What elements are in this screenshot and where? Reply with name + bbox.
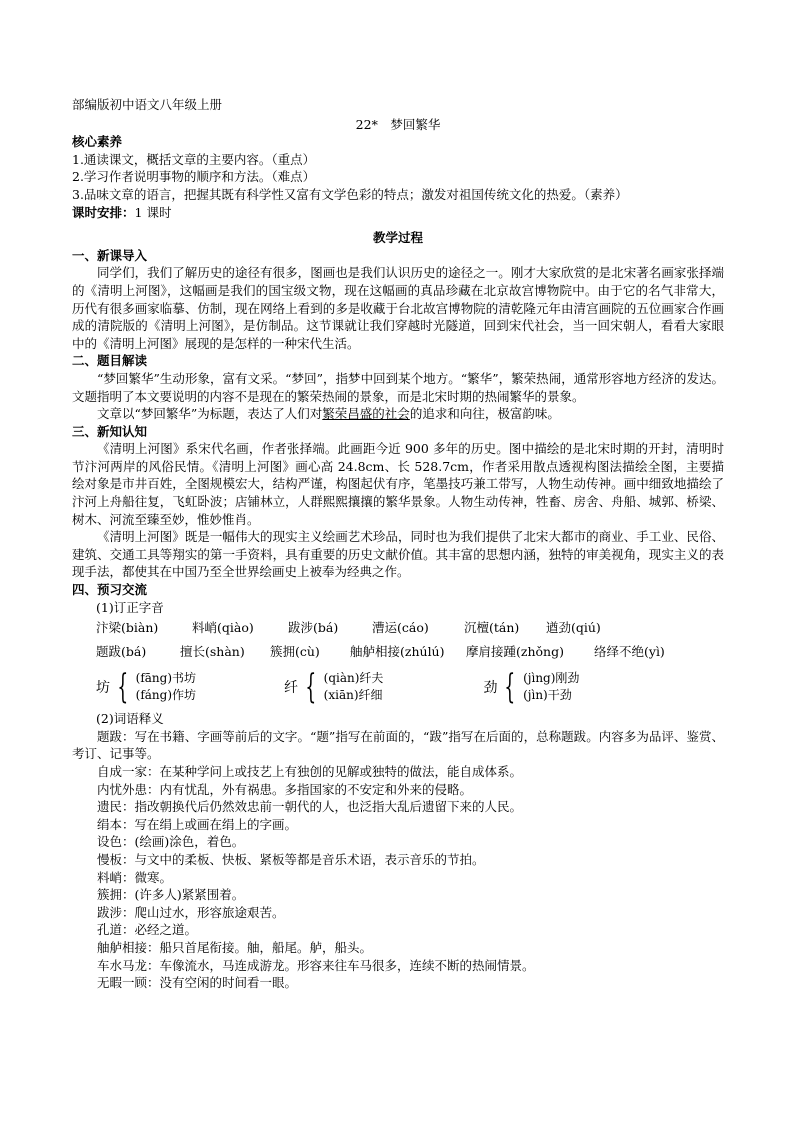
term-definition: 料峭：微寒。 <box>97 869 173 885</box>
polyphone-char: 纤 <box>284 680 299 697</box>
pinyin-item: 摩肩接踵(zhǒng) <box>466 644 564 660</box>
pinyin-item: 题跋(bá) <box>96 644 147 660</box>
doc-header: 部编版初中语文八年级上册 <box>72 97 223 112</box>
process-title: 教学过程 <box>372 230 423 246</box>
sub-heading-pronunciation: (1)订正字音 <box>96 599 164 615</box>
pinyin-item: 料峭(qiào) <box>192 620 254 636</box>
p2-after: 的追求和向往，极富韵味。 <box>409 406 560 422</box>
term-definition: 无暇一顾：没有空闲的时间看一眼。 <box>97 975 298 991</box>
schedule <box>72 204 724 222</box>
polyphone-row <box>72 666 724 708</box>
document-page <box>72 96 724 992</box>
term-definition: 慢板：与文中的柔板、快板、紧板等都是音乐术语，表示音乐的节拍。 <box>97 851 485 867</box>
pinyin-item: 汴梁(biàn) <box>96 620 159 636</box>
pinyin-item: 舳舻相接(zhúlú) <box>350 644 445 660</box>
core-item-3: 3.品味文章的语言，把握其既有科学性又富有文学色彩的特点；激发对祖国传统文化的热爱。（素养） <box>72 186 628 202</box>
section-3-paragraph-1: 《清明上河图》系宋代名画，作者张择端。此画距今近 900 多年的历史。图中描绘的是北宋时期的开封，清明时节汴河两岸的风俗民情。《清明上河图》画心高 24.8cm、长 528.7cm，作者采用散点透视构图法描绘全图，主要描绘对象是市井百姓，全图规模宏大，结构严谨，构图起伏有序，笔墨技巧兼工带写，人物生动传神。画中细致地描绘了汴河上舟船往复，飞虹卧波；店铺林立，人群熙熙攘攘的繁华景象。人物生动传神，牲畜、房舍、舟船、城郭、桥梁、树木、河流至臻至妙，惟妙惟肖。 <box>72 441 724 527</box>
polyphone-reading: (jìng)刚劲 <box>523 671 580 686</box>
section-1-heading: 一、新课导入 <box>72 247 148 263</box>
p2-before: 文章以“梦回繁华”为标题，表达了人们对 <box>97 406 323 422</box>
polyphone-reading: (jìn)干劲 <box>523 688 572 703</box>
core-item-1: 1.通读课文，概括文章的主要内容。（重点） <box>72 151 316 167</box>
pinyin-row-2 <box>72 640 724 664</box>
polyphone-reading: (qiàn)纤夫 <box>323 671 384 686</box>
schedule-value: 1 课时 <box>134 204 172 220</box>
polyphone-group <box>284 667 384 708</box>
p2-underlined: 繁荣昌盛的社会 <box>322 406 410 422</box>
pinyin-item: 遒劲(qiú) <box>546 620 601 636</box>
polyphone-group <box>483 667 580 708</box>
polyphone-char: 坊 <box>96 680 110 697</box>
sub-heading-terms: (2)词语释义 <box>96 711 164 727</box>
schedule-label: 课时安排： <box>72 204 135 220</box>
polyphone-group <box>96 667 197 708</box>
lesson-title: 22* 梦回繁华 <box>355 116 441 132</box>
term-definition: 内忧外患：内有忧乱，外有祸患。多指国家的不安定和外来的侵略。 <box>97 781 473 797</box>
term-definition: 舳舻相接：船只首尾衔接。舳，船尾。舻，船头。 <box>97 939 373 955</box>
term-definition: 孔道：必经之道。 <box>97 922 198 938</box>
section-2-heading: 二、题目解读 <box>72 353 148 369</box>
brace-icon: { <box>117 667 129 708</box>
core-item-2: 2.学习作者说明事物的顺序和方法。（难点） <box>72 169 316 185</box>
section-1-paragraph: 同学们，我们了解历史的途径有很多，图画也是我们认识历史的途径之一。刚才大家欣赏的是北宋著名画家张择端的《清明上河图》，这幅画是我们的国宝级文物，现在这幅画的真品珍藏在北京故宫博物院中。由于它的名气非常大，历代有很多画家临摹、仿制，现在网络上看到的多是收藏于台北故宫博物院的清乾隆元年由清宫画院的五位画家合作画成的清院版的《清明上河图》，是仿制品。这节课就让我们穿越时光隧道，回到宋代社会，当一回宋朝人，看看大家眼中的《清明上河图》展现的是怎样的一种宋代生活。 <box>72 265 724 351</box>
pinyin-row-1 <box>72 616 724 640</box>
polyphone-reading: (fāng)书坊 <box>135 671 197 686</box>
polyphone-reading: (fáng)作坊 <box>135 688 197 703</box>
section-4-heading: 四、预习交流 <box>72 582 148 598</box>
term-definition: 绢本：写在绢上或画在绢上的字画。 <box>97 816 298 832</box>
section-3-paragraph-2: 《清明上河图》既是一幅伟大的现实主义绘画艺术珍品，同时也为我们提供了北宋大都市的商业、手工业、民俗、建筑、交通工具等翔实的第一手资料，具有重要的历史文献价值。其丰富的思想内涵，独特的审美视角，现实主义的表现手法，都使其在中国乃至全世界绘画史上被奉为经典之作。 <box>72 529 724 580</box>
pinyin-item: 跋涉(bá) <box>288 620 339 636</box>
pinyin-item: 络绎不绝(yì) <box>594 644 665 660</box>
term-definition: 簇拥：(许多人)紧紧围着。 <box>97 887 245 903</box>
term-definition: 遗民：指改朝换代后仍然效忠前一朝代的人，也泛指大乱后遗留下来的人民。 <box>97 799 523 815</box>
polyphone-char: 劲 <box>483 680 498 697</box>
term-definition: 车水马龙：车像流水，马连成游龙。形容来往车马很多，连续不断的热闹情景。 <box>97 957 535 973</box>
section-2-paragraph-1: “梦回繁华”生动形象，富有文采。“梦回”，指梦中回到某个地方。“繁华”，繁荣热闹，通常形容地方经济的发达。文题指明了本文要说明的内容不是现在的繁荣热闹的景象，而是北宋时期的热闹繁华的景象。 <box>72 370 724 404</box>
term-definition: 自成一家：在某种学问上或技艺上有独创的见解或独特的做法，能自成体系。 <box>97 764 523 779</box>
term-definition: 设色：(绘画)涂色，着色。 <box>97 834 245 850</box>
brace-icon: { <box>305 667 317 708</box>
core-heading: 核心素养 <box>72 134 123 150</box>
brace-icon: { <box>504 667 516 708</box>
pinyin-item: 擅长(shàn) <box>180 644 245 660</box>
section-3-heading: 三、新知认知 <box>72 423 148 439</box>
pinyin-item: 簇拥(cù) <box>270 644 320 660</box>
section-2-paragraph-2 <box>72 405 724 423</box>
pinyin-item: 漕运(cáo) <box>372 620 429 636</box>
polyphone-reading: (xiān)纤细 <box>323 688 383 703</box>
term-definition: 题跋：写在书籍、字画等前后的文字。“题”指写在前面的，“跋”指写在后面的，总称题跋。内容多为品评、鉴赏、考订、记事等。 <box>72 728 724 762</box>
pinyin-item: 沉檀(tán) <box>464 620 520 636</box>
term-definition: 跋涉：爬山过水，形容旅途艰苦。 <box>97 904 285 920</box>
